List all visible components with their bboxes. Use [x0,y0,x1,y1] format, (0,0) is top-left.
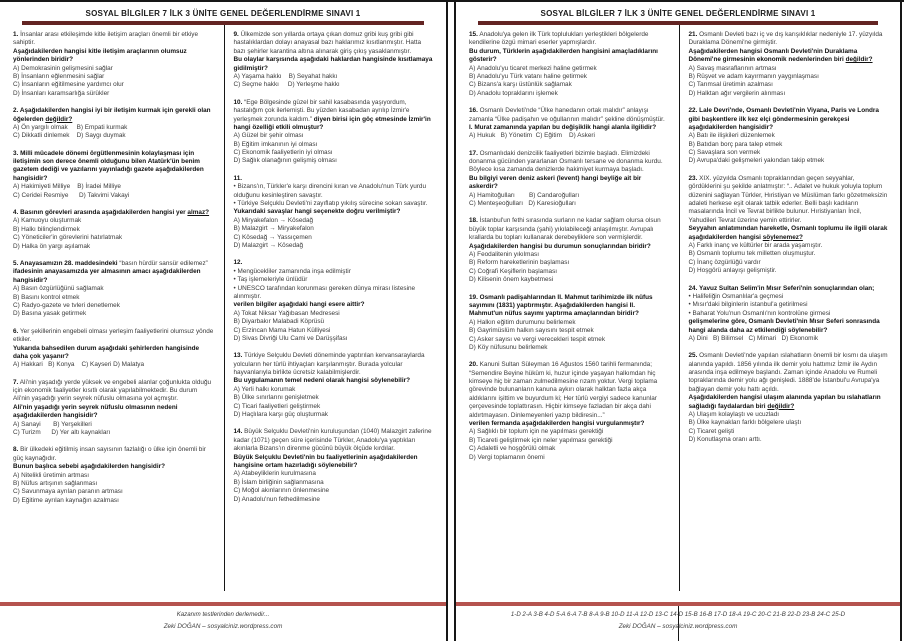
answer-options-line: D) Halktan ağır vergilerin alınması [688,89,786,97]
answer-options-line: A) Hakimiyeti Milliye B) İradei Milliye [13,183,121,191]
question-stem: Bu olaylar karşısında aşağıdaki haklardan hangisinde kısıtlamaya gidilmiştir? [233,56,435,72]
question-stem: Aşağıdakilerden hangisi Osmanlı Devleti'nin Duraklama Dönemi'ne girmesinin ekonomik nedenlerinden biri değildir? [688,47,873,64]
info-bullet: • Mısır'daki bilginlerin istanbul'a getirilmesi [688,301,808,309]
column-right [225,25,447,591]
question-stem: I. Murat zamanında yapılan bu değişiklik hangi alanla ilgilidir? [469,123,657,131]
question-stem: 3. Milli mücadele dönemi örgütlenmesinin kolaylaşması için iletişimin son derece önemli olduğunu bilen Atatürk'ün benim gazetem dediği ve yazılarını yayınladığı gazete aşağıdakilerden hangisidir? [13,149,206,182]
answer-options-line: A) Yaşama hakkı B) Seyahat hakkı [233,72,338,80]
answer-options-line: A) Dini B) Bilimsel C) Mimari D) Ekonomik [688,334,819,342]
answer-options-line: A) Hakkari B) Konya C) Kayseri D) Malatya [13,361,145,369]
answer-options-line: D) Haçlılara karşı güç oluşturmak [233,411,328,419]
info-bullet: • UNESCO tarafından korunması gereken dünya mirası listesine alınmıştır. [233,284,417,300]
question-block [234,352,435,419]
answer-options-line: C) Savaşlara son vermek [688,149,761,157]
question-stem: gelişmelerine göre, Osmanlı Devleti'nin Mısır Seferi sonrasında hangi alanda daha az etkilendiği söylenebilir? [688,318,882,334]
question-stem: verilen bilgiler aşağıdaki hangi esere aittir? [233,301,365,309]
question-text: 10. “Ege Bölgesinde güzel bir sahil kasabasında yaşıyordum, hastalığım çok ilerlemişti. Bu yüzden kasabadan ayrılıp İzmir'e yerleşmek zorunda kaldım.” diyen birisi için göç etmesinde İzmir'in hangi özelliği etkili olmuştur? [233,98,433,131]
question-block [13,328,214,370]
info-bullet: • Bizans'ın, Türkler'e karşı direncini kıran ve Anadolu'nun Türk yurdu olduğunu kesinleştiren savaştır. [233,183,428,199]
answer-options-line: C) İnanç özgürlüğü vardır [688,258,761,266]
answer-options-line: C) Bizans'a karşı üstünlük sağlamak [469,81,572,89]
answer-options-line: A) Tokat Niksar Yağıbasan Medresesi [233,309,340,317]
column-left [0,25,224,591]
question-block [13,150,214,200]
question-text: 9. Ülkemizde son yıllarda ortaya çıkan domuz gribi kuş gribi gibi hastalıklardan dolayı anayasal bazı haklarımız kısıtlanmıştır. Hatta bazı şehirler karantina altına alınarak giriş çıkış yasaklanmıştır. [233,31,423,55]
answer-options-line: B) Halkı bilinçlendirmek [13,225,80,233]
question-block [689,352,889,444]
answer-options-line: A) Ulaşım kolaylaştı ve ucuzladı [688,411,780,419]
page-header [456,2,900,18]
answer-options-line: C) Tarımsal üretimin azalması [688,81,773,89]
question-text: 17. Osmanlıdaki denizcilik faaliyetleri bizimle başladı. Elimizdeki donanma gücünden yararlanan Osmanlı tersane ve donanma kurdu. Böylece kısa zamanda denizlerde hakimiyet kurmaya başladı. [469,149,665,174]
info-bullet: • Mengücekliler zamanında inşa edilmiştir [233,267,351,275]
answer-options-line: B) Nüfus artışının sağlanması [13,479,98,487]
question-stem: Seyyahın anlatımından hareketle, Osmanlı toplumu ile ilgili olarak aşağıdakilerden hangisi söylenemez? [688,225,890,241]
question-stem: 22. Lale Devri'nde, Osmanlı Devleti'nin Viyana, Paris ve Londra gibi başkentlere ilk kez elçi göndermesinin gerekçesi aşağıdakilerden hangisidir? [688,107,881,131]
question-block [689,285,889,344]
question-text: 11. [233,174,243,182]
footer-note: Kazanım testlerinden derlemedir... [176,611,270,618]
answer-options-line: D) İnsanları karamsarlığa sürükler [13,89,110,97]
answer-options-line: C) Ticaret gelişti [688,427,735,435]
answer-options-line: B) Ülke kaynakları farklı bölgelere ulaştı [688,419,802,427]
answer-options-line: C) Menteşeoğulları D) Karesioğulları [469,200,576,208]
question-stem: verilen fermanda aşağıdakilerden hangisi vurgulanmıştır? [469,420,645,428]
question-block [234,259,435,343]
answer-options-line: C) Moğol akınlarının önlenmesine [233,487,330,495]
question-text: 1. İnsanlar arası etkileşimde kitle iletişim araçları önemli bir etkiye sahiptir. [13,31,200,47]
question-stem: Aşağıdakilerden hangisi ulaşım alanında yapılan bu ıslahatların sağladığı faydalardan biri değildir? [688,394,883,410]
answer-options-line: B) Reform hareketlerinin başlaması [469,259,570,267]
answer-options-line: D) Sağlık olanağının gelişmiş olması [233,157,337,165]
question-block [689,175,889,276]
info-bullet: • Taş işlemeleriyle ünlüdür [233,276,308,284]
answer-options-line: C) İnsanların eğitilmesine yardımcı olur [13,81,124,89]
answer-options-line: A) Demokrasinin gelişmesini sağlar [13,64,113,72]
question-stem: 19. Osmanlı padişahlarından II. Mahmut tarihimizde ilk nüfus sayımını (1831) yaptırmıştır. Aşağıdakilerden hangisi II. Mahmut'un nüfus sayımı yaptırma amaçlarından biridir? [469,293,655,318]
question-block [234,31,435,90]
answer-options-line: D) Avrupa'daki gelişmeleri yakından takip etmek [688,157,825,165]
answer-options-line: C) Kösedağ → Yassıçemen [233,233,312,241]
answer-options-line: B) Gayrimüslüm halkın sayısını tespit etmek [469,327,594,335]
answer-options-line: D) Vergi toplamanın önemi [469,453,545,461]
column-right [680,25,901,591]
answer-options-line: D) Kilisenin önem kaybetmesi [469,276,554,284]
question-block [234,428,435,504]
answer-options-line: A) Hukuk B) Yönetim C) Eğitim D) Askeri [469,132,595,140]
question-block [13,209,214,251]
info-bullet: • Baharat Yolu'nun Osmanlı'nın kontrolüne girmesi [688,309,831,317]
answer-options-line: B) Diyarbakır Malabadi Köprüsü [233,318,325,326]
question-text: 14. Büyük Selçuklu Devleti'nin kuruluşundan (1040) Malazgirt zaferine kadar (1071) geçen süre içerisinde Türkler, Anadolu'ya yaptıkları akınlarla Bizans'ın direnme gücünü büyük ölçüde kırdılar. [233,428,434,453]
question-stem: Ali'nin yaşadığı yerin seyrek nüfuslu olmasının nedeni aşağıdakilerden hangisidir? [13,403,180,420]
question-stem: Yukarıda bahsedilen durum aşağıdaki şehirlerden hangisinde daha çok yaşanır? [13,344,201,360]
answer-options-line: B) Rüşvet ve adam kayırmanın yaygınlaşması [688,72,819,80]
answer-options-line: A) Basın özgürlüğünü sağlamak [13,285,104,293]
page-title: SOSYAL BİLGİLER 7 İLK 3 ÜNİTE GENEL DEĞERLENDİRME SINAVI 1 [540,9,816,18]
answer-options-line: D) Halka ön yargı aşılamak [13,242,91,250]
answer-options-line: D) Eğitime ayrılan kaynağın azalması [13,496,119,504]
question-columns [456,25,900,591]
answer-options-line: A) Anadolu'yu ticaret merkezi haline getirmek [469,64,597,72]
answer-options-line: C) Asker sayısı ve vergi verecekleri tespit etmek [469,335,606,343]
answer-options-line: A) Güzel bir şehir olması [233,132,304,140]
question-stem: 2. Aşağıdakilerden hangisi iyi bir iletişim kurmak için gerekli olan öğelerden değildir? [13,107,213,123]
question-text: 23. XIX. yüzyılda Osmanlı topraklarından geçen seyyahlar, gördüklerini şu şekilde anlatmıştır: “.. Adalet ve hukuk yoluyla toplum düzenini sağlayan Türkler, Hıristiyan ve Müslüman farkı gözetmeksizin adaleti herkese eşit olarak tatbik ederler. Belli başlı kadıların masalarında İncil ve Tevrat birlikte bulunur. Hıristiyanları İncil, Yahudileri Tevrat üzerine yemin ettirirler. [688,174,890,224]
question-stem: 4. Basının görevleri arasında aşağıdakilerden hangisi yer almaz? [13,209,210,217]
answer-options-line: D) Sivas Divriği Ulu Cami ve Darüşşifası [233,334,348,342]
question-text: 12. [233,259,243,267]
column-left [456,25,679,591]
question-stem: Bu durum, Türklerin aşağıdakilerden hangisini amaçladıklarını gösterir? [469,47,660,64]
footer-credit: Zeki DOĞAN – sosyalciniz.wordpress.com [618,622,738,630]
answer-options-line: B) İnsanların eğlenmesini sağlar [13,72,105,80]
answer-options-line: C) Adaletli ve hoşgörülü olmak [469,445,556,453]
answer-options-line: C) Savunmaya ayrılan paranın artması [13,488,123,496]
question-block [469,107,669,141]
answer-options-line: D) Malazgirt → Kösedağ [233,241,304,249]
question-block [13,31,214,98]
page-title: SOSYAL BİLGİLER 7 İLK 3 ÜNİTE GENEL DEĞERLENDİRME SINAVI 1 [85,9,361,18]
question-block [13,446,214,505]
answer-options-line: B) Anadolu'yu Türk vatanı haline getirmek [469,72,587,80]
answer-options-line: B) Malazgirt → Miryakefalon [233,225,314,233]
question-text: 7. Ali'nin yaşadığı yerde yüksek ve engebeli alanlar çoğunlukta olduğu için ekonomik faaliyetler kısıtlı olarak yapılabilmektedir. Bu durum Ali'nin yaşadığı yerin seyrek nüfuslu olmasına yol açmıştır. [13,378,213,403]
question-block [13,107,214,141]
answer-options-line: B) Osmanlı toplumu tek milletten oluşmuştur. [688,250,816,258]
answer-options-line: C) Ekonomik faaliyetlerin iyi olması [233,149,333,157]
question-block [469,294,669,353]
answer-options-line: A) Feodalitenin yıkılması [469,250,539,258]
page-footer [456,609,900,633]
answer-options-line: B) Ülke sınırlarını genişletmek [233,394,319,402]
answer-options-line: D) Konutlaşma oranı arttı. [688,436,762,444]
question-block [689,107,889,166]
answer-options-line: C) Radyo-gazete ve tvleri denetlemek [13,301,120,309]
info-bullet: • Türkiye Selçuklu Devleti'ni zayıflatıp yıkılış sürecine sokan savaştır. [233,200,428,208]
answer-options-line: A) Halkın eğitim durumunu belirlemek [469,318,576,326]
answer-options-line: C) Coğrafi Keşiflerin başlaması [469,267,558,275]
answer-options-line: B) Batıdan borç para talep etmek [688,140,783,148]
answer-options-line: A) Nitelikli üretimin artması [13,471,89,479]
question-block [469,150,669,209]
question-block [234,175,435,251]
question-block [13,379,214,438]
question-stem: Aşağıdakilerden hangisi bu durumun sonuçlarından biridir? [469,242,651,250]
answer-options-line: A) Kamuoyu oluşturmak [13,217,82,225]
exam-page-2 [454,2,902,641]
answer-options-line: C) Ceridei Resmiye D) Takvimi Vakayi [13,191,130,199]
question-stem: 24. Yavuz Sultan Selim'in Mısır Seferi'nin sonuçlarından olan; [688,284,875,292]
question-text: 5. Anayasamızın 28. maddesindeki “basın hürdür sansür edilemez” ifadesinin anayasamızda yer almasının amacı aşağıdakilerden hangisidir? [13,259,210,284]
answer-options-line: A) Sanayi B) Yerşekilleri [13,420,92,428]
answer-options-line: C) Seçme hakkı D) Yerleşme hakkı [233,81,340,89]
question-text: 20. Kanuni Sultan Süleyman 16 Ağustos 1560 tarihli fermanında; “Semendire Beyine hüküm ki, huzur içinde yaşayan halkımdan hiç kimseye hiç bir zaman zulmedilmesine rızam yoktur. Vergi toplama görevinde bulunanların kanuna aykırı olarak halktan fazla akça aldıklarını işittim ve buyurdum ki; Her türlü vergiyi sadece kanunlar çerçevesinde toplattırasın. Hiçbir kimseye fazladan bir akça dahi aldırtmayasın. Dinlemeyenleri yazıp bildiresin...” [469,361,660,419]
page-header [0,2,446,18]
exam-page-1 [0,2,448,641]
question-block [469,361,669,462]
answer-options-line: D) Anadolu topraklarını işlemek [469,89,558,97]
question-text: 21. Osmanlı Devleti bazı iç ve dış karışıklıklar nedeniyle 17. yüzyılda Duraklama Dönemi'ne girmiştir. [688,31,885,47]
question-columns [0,25,446,591]
question-text: 13. Türkiye Selçuklu Devleti döneminde yaptırılan kervansaraylarda yolcuların her türlü ihtiyaçları karşılanmıştır. Burada yolcular hayvanlarıyla birlikte ücretsiz kalabilmişlerdir. [233,352,427,377]
answer-options-line: D) Basına yasak getirmek [13,310,87,318]
answer-options-line: A) Miryakefalon → Kösedağ [233,216,314,224]
question-stem: Bu bilgiyi veren deniz askeri (levent) hangi beyliğe ait bir askerdir? [469,174,644,191]
answer-options-line: A) Savaş masraflarının artması [688,64,777,72]
answer-options-line: A) Yerli halkı korumak [233,385,296,393]
answer-options-line: B) Ticareti geliştirmek için neler yapılması gerektiği [469,436,613,444]
question-block [13,260,214,319]
answer-options-line: D) Hoşgörü anlayışı gelişmiştir. [688,267,777,275]
question-text: 8. Bir ülkedeki eğitilmiş insan sayısının fazlalığı o ülke için önemli bir güç kaynağıdır. [13,446,208,462]
page-footer [0,609,446,633]
answer-options-line: B) Basını kontrol etmek [13,293,80,301]
question-stem: Aşağıdakilerden hangisi kitle iletişim araçlarının olumsuz yönlerinden biridir? [13,47,189,64]
question-stem: Büyük Selçuklu Devleti'nin bu faaliyetlerinin aşağıdakilerden hangisine ortam hazırladığı söylenebilir? [233,453,420,469]
question-text: 15. Anadolu'ya gelen ilk Türk toplulukları yerleştikleri bölgelerde kendilerine özgü mimari eserler yapmışlardır. [469,31,651,47]
answer-options-line: A) Atabeyliklerin kurulmasına [233,470,316,478]
answer-options-line: D) Köy nüfusunu belirlemek [469,343,548,351]
answer-options-line: A) Ön yargılı olmak B) Empati kurmak [13,123,128,131]
question-block [234,99,435,166]
answer-options-line: C) Yöneticiler'in görevlerini hatırlatmak [13,234,123,242]
answer-options-line: A) Batı ile ilişkileri düzenlemek [688,132,775,140]
answer-options-line: D) Anadolu'nun fethedilmesine [233,495,320,503]
answer-options-line: B) Eğitim imkanının iyi olması [233,140,318,148]
question-block [689,31,889,98]
answer-options-line: B) İslam birliğinin sağlanmasına [233,478,324,486]
answer-options-line: A) Farklı inanç ve kültürler bir arada yaşamıştır. [688,241,823,249]
question-text: 6. Yer şekillerinin engebeli olması yerleşim faaliyetlerini olumsuz yönde etkiler. [13,327,216,344]
footer-rule [0,602,446,606]
info-bullet: • Halifeliğin Osmanlılar'a geçmesi [688,292,784,300]
answer-options-line: A) Hamitoğulları B) Candaroğulları [469,191,580,199]
question-text: 25. Osmanlı Devleti'nde yapılan ıslahatların önemli bir kısmı da ulaşım alanında yapıldı. 1856 yılında ilk demir yolu hattımız İzmir ile Aydın arasında inşa edilmeye başlandı. Zaman içinde Anadolu ve Rumeli topraklarında demir yolu ağı genişledi. 1888'de İstanbul'u Avrupa'ya bağlayan demir yolu hattı açıldı. [688,352,890,393]
footer-rule [456,602,900,606]
question-stem: Yukarıdaki savaşlar hangi seçenekte doğru verilmiştir? [233,208,401,216]
answer-options-line: C) Ticari faaliyetleri geliştirmek [233,402,321,410]
footer-credit: Zeki DOĞAN – sosyalciniz.wordpress.com [163,622,283,630]
answer-key: 1-D 2-A 3-B 4-D 5-A 6-A 7-B 8-A 9-B 10-D 11-A 12-D 13-C 14-D 15-B 16-B 17-D 18-A 19-C 20-C 21-B 22-D 23-B 24-C 25-D [510,611,846,618]
question-stem: Bunun başlıca sebebi aşağıdakilerden hangisidir? [13,463,165,471]
answer-options-line: C) Turizm D) Yer altı kaynakları [13,429,111,437]
answer-options-line: C) Dikkatli dinlemek D) Saygı duymak [13,132,126,140]
question-stem: Bu uygulamanın temel nedeni olarak hangisi söylenebilir? [233,377,410,385]
question-block [469,31,669,98]
question-block [469,217,669,284]
question-text: 16. Osmanlı Devleti'nde “Ülke hanedanın ortak malıdır” anlayışı zamanla “Ülke padişahın ve oğullarının malıdır” şekline dönüşmüştür. [469,107,665,123]
answer-options-line: A) Sağlıklı bir toplum için ne yapılması gerektiği [469,428,604,436]
answer-options-line: C) Erzincan Mama Hatun Külliyesi [233,326,331,334]
question-text: 18. İstanbul'un fethi sırasında surların ne kadar sağlam olursa olsun büyük toplar karşısında (şahi) yıkılabileceği anlaşılmıştır. Avrupalı krallarda bu topları kullanarak derebeyliklere son vermişlerdir. [469,217,663,242]
